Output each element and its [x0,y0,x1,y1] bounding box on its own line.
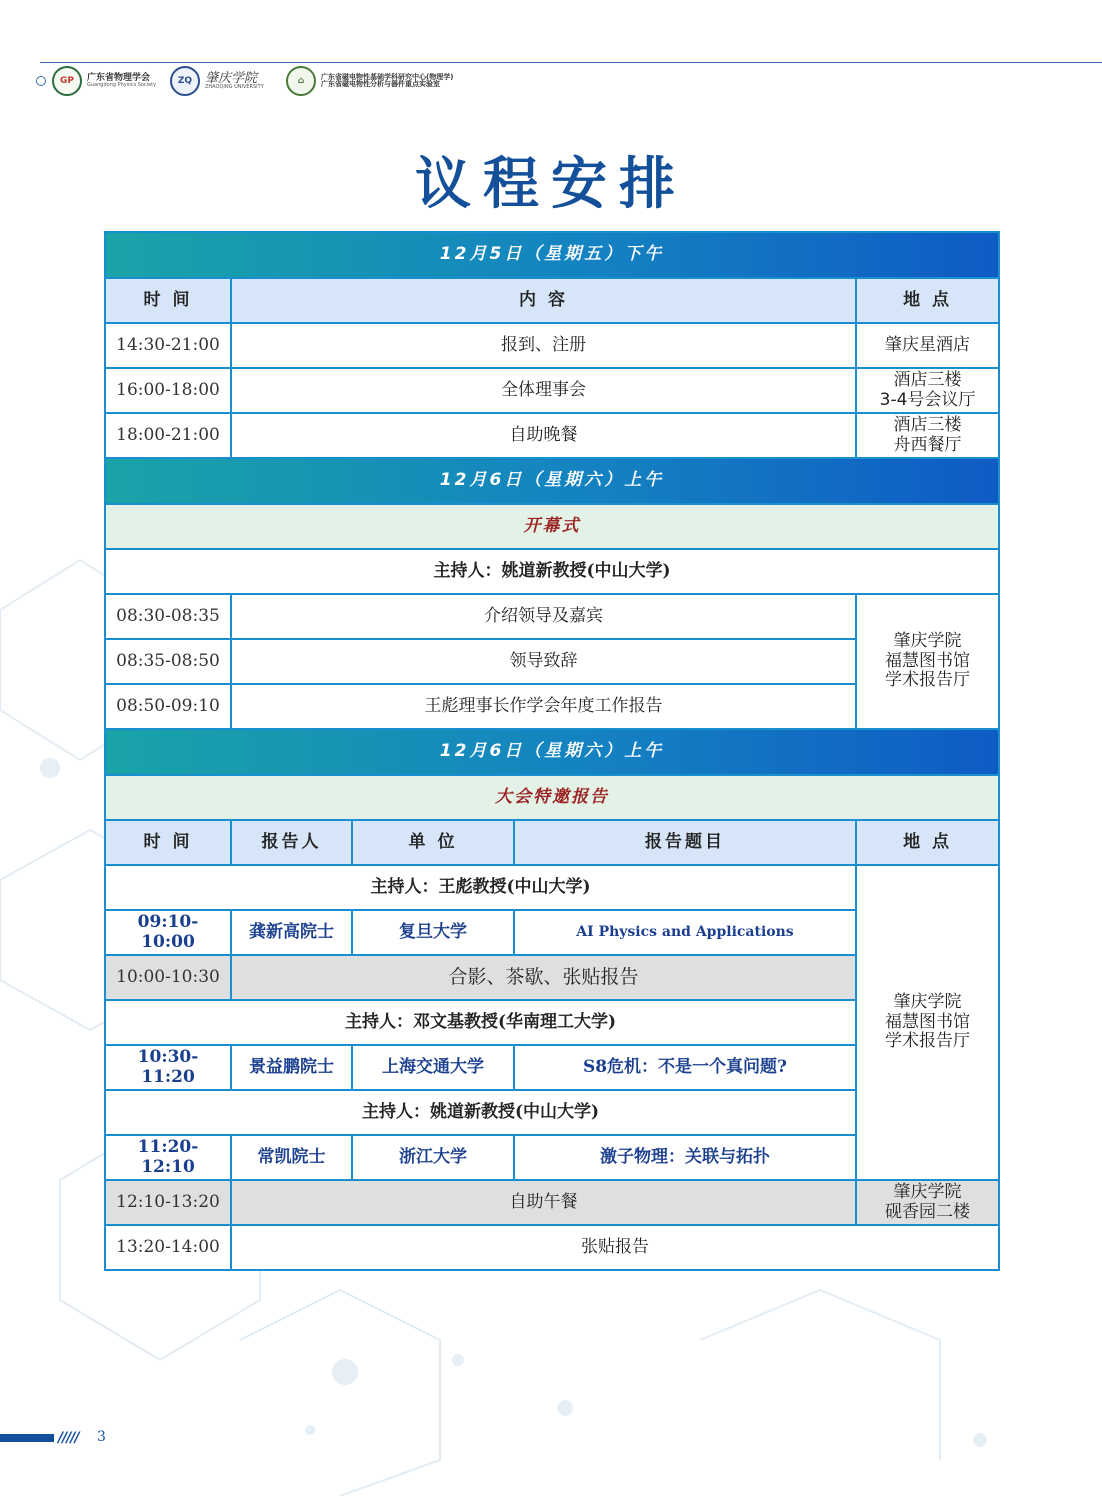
section-heading-row [105,775,999,820]
host-row [105,549,999,594]
page-number: 3 [97,1429,106,1445]
agenda-table [104,231,1000,1271]
day-heading-row [105,729,999,775]
table-row [105,413,999,458]
table-row [105,1225,999,1270]
venue-line: 肇庆学院 [893,992,962,1013]
speaker-cell: 常凯院士 [231,1135,352,1180]
table-row [105,594,999,639]
logo1-sub-text: Guangdong Physics Society [87,82,157,89]
venue-line: 3-4号会议厅 [879,389,976,410]
speaker-cell: 龚新高院士 [231,910,352,955]
content-cell: 全体理事会 [231,368,856,413]
topic-cell: 激子物理：关联与拓扑 [514,1135,856,1180]
time-cell: 14:30-21:00 [105,323,231,368]
logo-guangdong-physics-society [36,66,156,96]
col-header-speaker: 报告人 [231,820,352,865]
unit-cell: 复旦大学 [352,910,514,955]
content-cell: 张贴报告 [231,1225,999,1270]
content-cell: 自助晚餐 [231,413,856,458]
host-text: 主持人：王彪教授(中山大学) [105,865,856,910]
time-cell: 10:00-10:30 [105,955,231,1000]
time-cell: 13:20-14:00 [105,1225,231,1270]
col-header-venue: 地 点 [856,278,999,323]
time-cell: 08:50-09:10 [105,684,231,729]
col-header-topic: 报告题目 [514,820,856,865]
topic-cell: AI Physics and Applications [514,910,856,955]
page-footer [0,1428,110,1448]
table-row [105,368,999,413]
logo2-sub-text: ZHAOQING UNIVERSITY [205,84,264,91]
time-cell: 10:30-11:20 [105,1045,231,1090]
header-ring-icon [36,76,46,86]
venue-line: 学术报告厅 [885,1031,971,1052]
logo3-line2-text: 广东省磁电物性分析与器件重点实验室 [321,80,440,88]
speaker-cell: 景益鹏院士 [231,1045,352,1090]
host-row [105,865,999,910]
time-cell: 08:30-08:35 [105,594,231,639]
venue-cell [856,1180,999,1225]
venue-cell [856,368,999,413]
header-divider [40,62,1102,63]
logo1-main-text: 广东省物理学会 [87,72,151,83]
footer-stripes: ///// [58,1430,79,1446]
content-cell: 领导致辞 [231,639,856,684]
col-header-venue: 地 点 [856,820,999,865]
time-cell: 12:10-13:20 [105,1180,231,1225]
venue-line: 学术报告厅 [885,670,971,691]
section-heading: 开幕式 [105,504,999,549]
venue-cell [856,865,999,1180]
table-row [105,323,999,368]
venue-line: 酒店三楼 [893,414,962,435]
logo-zhaoqing-university [170,66,264,96]
section-heading-row [105,504,999,549]
venue-line: 福慧图书馆 [885,1011,971,1032]
content-cell: 介绍领导及嘉宾 [231,594,856,639]
host-text: 主持人：姚道新教授(中山大学) [105,1090,856,1135]
content-cell: 报到、注册 [231,323,856,368]
day-heading-row [105,458,999,504]
host-text: 主持人：邓文基教授(华南理工大学) [105,1000,856,1045]
column-header-row [105,278,999,323]
section-heading: 大会特邀报告 [105,775,999,820]
col-header-time: 时 间 [105,820,231,865]
venue-cell: 肇庆星酒店 [856,323,999,368]
zqu-emblem-icon: ZQ [170,66,200,96]
venue-line: 肇庆学院 [893,631,962,652]
col-header-time: 时 间 [105,278,231,323]
time-cell: 09:10-10:00 [105,910,231,955]
unit-cell: 上海交通大学 [352,1045,514,1090]
logo-key-laboratory [286,66,453,96]
logo3-line1-text: 广东省磁电物性基础学科研究中心(物理学) [321,72,454,81]
unit-cell: 浙江大学 [352,1135,514,1180]
page-header [0,52,1102,102]
footer-bar [0,1434,54,1442]
venue-line: 酒店三楼 [893,369,962,390]
day-heading: 12月6日（星期六）上午 [105,458,999,504]
col-header-content: 内 容 [231,278,856,323]
time-cell: 16:00-18:00 [105,368,231,413]
logo2-main-text: 肇庆学院 [205,70,258,86]
content-cell: 王彪理事长作学会年度工作报告 [231,684,856,729]
column-header-row [105,820,999,865]
day-heading-row [105,232,999,278]
venue-cell [856,413,999,458]
venue-line: 砚香园二楼 [885,1201,971,1222]
lab-emblem-icon: ⌂ [286,66,316,96]
gps-emblem-icon: GP [52,66,82,96]
time-cell: 08:35-08:50 [105,639,231,684]
content-cell: 合影、茶歇、张贴报告 [231,955,856,1000]
topic-cell: S8危机：不是一个真问题? [514,1045,856,1090]
venue-cell [856,594,999,729]
lunch-row [105,1180,999,1225]
page-title: 议程安排 [415,152,687,217]
host-text: 主持人：姚道新教授(中山大学) [105,549,999,594]
venue-line: 舟西餐厅 [893,434,962,455]
day-heading: 12月6日（星期六）上午 [105,729,999,775]
time-cell: 11:20-12:10 [105,1135,231,1180]
col-header-unit: 单 位 [352,820,514,865]
venue-line: 福慧图书馆 [885,650,971,671]
time-cell: 18:00-21:00 [105,413,231,458]
venue-line: 肇庆学院 [893,1181,962,1202]
content-cell: 自助午餐 [231,1180,856,1225]
day-heading: 12月5日（星期五）下午 [105,232,999,278]
